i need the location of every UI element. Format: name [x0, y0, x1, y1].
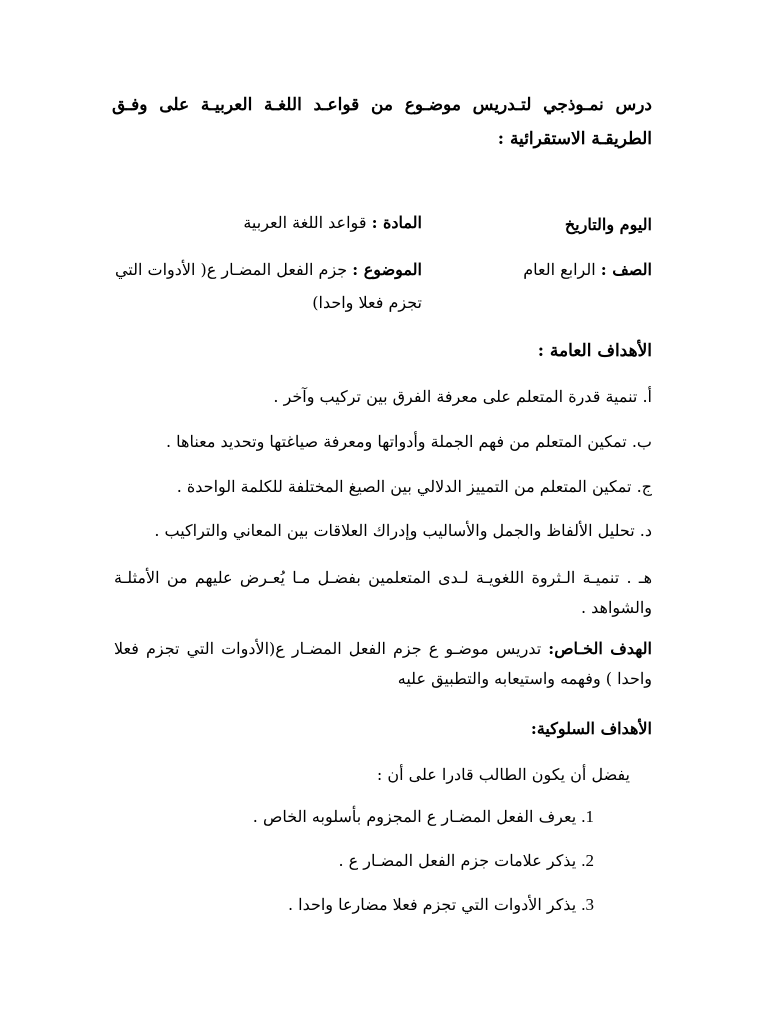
topic-label: الموضوع : — [352, 260, 422, 279]
subject-row — [243, 212, 422, 234]
general-goal-item: د. تحليل الألفاظ والجمل والأساليب وإدراك العلاقات بين المعاني والتراكيب . — [154, 521, 652, 540]
general-goal-item: ج. تمكين المتعلم من التمييز الدلالي بين الصيغ المختلفة للكلمة الواحدة . — [176, 477, 652, 496]
general-goal-item: هـ . تنميـة الـثروة اللغويـة لـدى المتعلمين بفضـل مـا يُعـرض عليهم من الأمثلـة والشواهد . — [114, 568, 652, 617]
item-text: يعرف الفعل المضـار ع المجزوم بأسلوبه الخاص . — [252, 807, 577, 826]
behavioral-goal-item — [253, 806, 594, 828]
item-text: يذكر علامات جزم الفعل المضـار ع . — [338, 851, 577, 870]
general-goal-item: أ. تنمية قدرة المتعلم على معرفة الفرق بين تركيب وآخر . — [273, 387, 652, 406]
subject-label: المادة : — [371, 213, 422, 232]
special-goal — [114, 634, 652, 694]
lesson-title: درس نمـوذجي لتـدريس موضـوع من قواعـد اللغـة العربيـة على وفـق الطريقـة الاستقرائية : — [112, 95, 652, 149]
general-goal-item: ب. تمكين المتعلم من فهم الجملة وأدواتها ومعرفة صياغتها وتحديد معناها . — [165, 432, 652, 451]
behavioral-goals-heading: الأهداف السلوكية: — [530, 719, 652, 738]
item-text: يذكر الأدوات التي تجزم فعلا مضارعا واحدا . — [287, 895, 577, 914]
behavioral-goal-item — [288, 894, 594, 916]
item-number: 2. — [581, 851, 594, 870]
general-goals-heading: الأهداف العامة : — [537, 341, 652, 361]
topic-value-line1: جزم الفعل المضـار ع( الأدوات التي — [114, 260, 348, 279]
class-label: الصف : — [600, 260, 652, 279]
subject-value: قواعد اللغة العربية — [243, 213, 367, 232]
behavioral-goal-item — [339, 850, 595, 872]
class-value: الرابع العام — [523, 260, 596, 279]
topic-row — [115, 259, 422, 281]
item-number: 1. — [581, 807, 594, 826]
special-goal-label: الهدف الخـاص: — [548, 639, 652, 658]
day-date-label: اليوم والتاريخ — [564, 215, 652, 234]
class-row — [523, 259, 652, 281]
special-goal-text: تدريس موضـو ع جزم الفعل المضـار ع(الأدوات التي تجزم فعلا واحدا ) وفهمه واستيعابه والتطبيق عليه — [114, 639, 652, 688]
behavioral-goals-intro: يفضل أن يكون الطالب قادرا على أن : — [376, 765, 630, 784]
item-number: 3. — [581, 895, 594, 914]
topic-value-line2: تجزم فعلا واحدا) — [312, 293, 422, 312]
